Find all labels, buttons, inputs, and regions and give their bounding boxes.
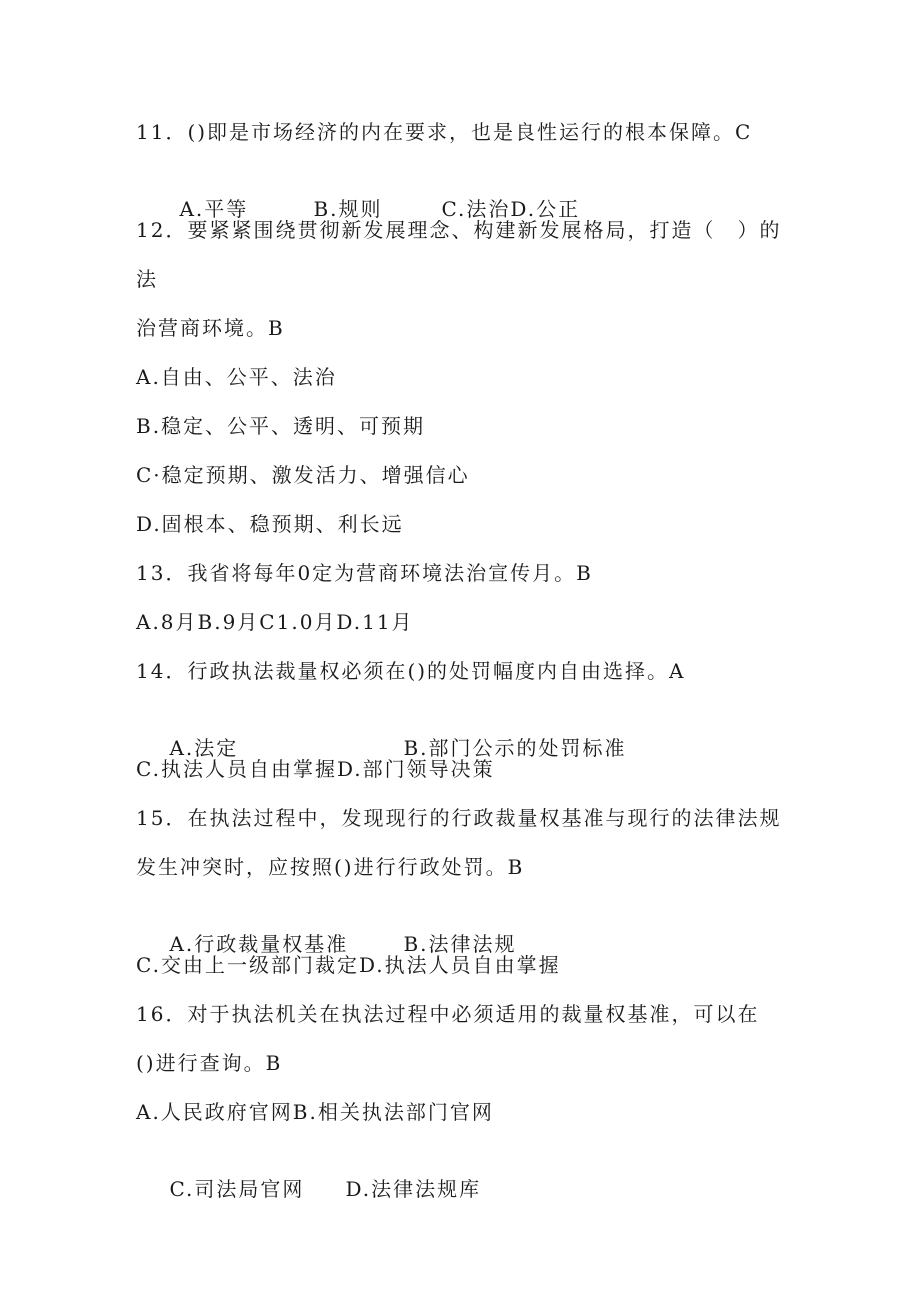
question-12-stem-3: 治营商环境。B: [136, 316, 285, 340]
question-16-option-d: D.法律法规库: [345, 1177, 482, 1201]
question-13-options: A.8月B.9月C1.0月D.11月: [136, 610, 414, 634]
question-11-option-b: B.规则: [313, 197, 383, 221]
question-16-options-cd: [136, 1147, 481, 1231]
question-12-stem-2: 法: [136, 267, 158, 291]
question-12-option-c: C·稳定预期、激发活力、增强信心: [136, 463, 470, 487]
question-14-option-b: B.部门公示的处罚标准: [403, 736, 627, 760]
question-12-option-d: D.固根本、稳预期、利长远: [136, 512, 404, 536]
question-12-option-a: A.自由、公平、法治: [136, 365, 337, 389]
question-15-options-cd: C.交由上一级部门裁定D.执法人员自由掌握: [136, 953, 561, 977]
question-13-stem: 13．我省将每年0定为营商环境法治宣传月。B: [136, 561, 593, 585]
question-12-stem: 12．要紧紧围绕贯彻新发展理念、构建新发展格局，打造（ ）的: [136, 218, 782, 242]
question-16-options-ab: A.人民政府官网B.相关执法部门官网: [136, 1100, 494, 1124]
question-16-stem-2: ()进行查询。B: [136, 1051, 283, 1075]
question-11-option-cd: C.法治D.公正: [441, 197, 581, 221]
question-11-option-a: A.平等: [179, 197, 249, 221]
question-15-stem: 15．在执法过程中，发现现行的行政裁量权基准与现行的法律法规: [136, 806, 782, 830]
question-14-option-a: A.法定: [169, 736, 239, 760]
question-15-stem-2: 发生冲突时，应按照()进行行政处罚。B: [136, 855, 525, 879]
question-16-option-c: C.司法局官网: [169, 1177, 305, 1201]
question-11-stem: 11．()即是市场经济的内在要求，也是良性运行的根本保障。C: [136, 120, 753, 144]
question-16-stem: 16．对于执法机关在执法过程中必须适用的裁量权基准，可以在: [136, 1002, 760, 1026]
question-14-options-cd: C.执法人员自由掌握D.部门领导决策: [136, 757, 495, 781]
question-12-option-b: B.稳定、公平、透明、可预期: [136, 414, 426, 438]
question-15-option-a: A.行政裁量权基准: [169, 932, 349, 956]
question-15-option-b: B.法律法规: [403, 932, 517, 956]
question-14-stem: 14．行政执法裁量权必须在()的处罚幅度内自由选择。A: [136, 659, 686, 683]
